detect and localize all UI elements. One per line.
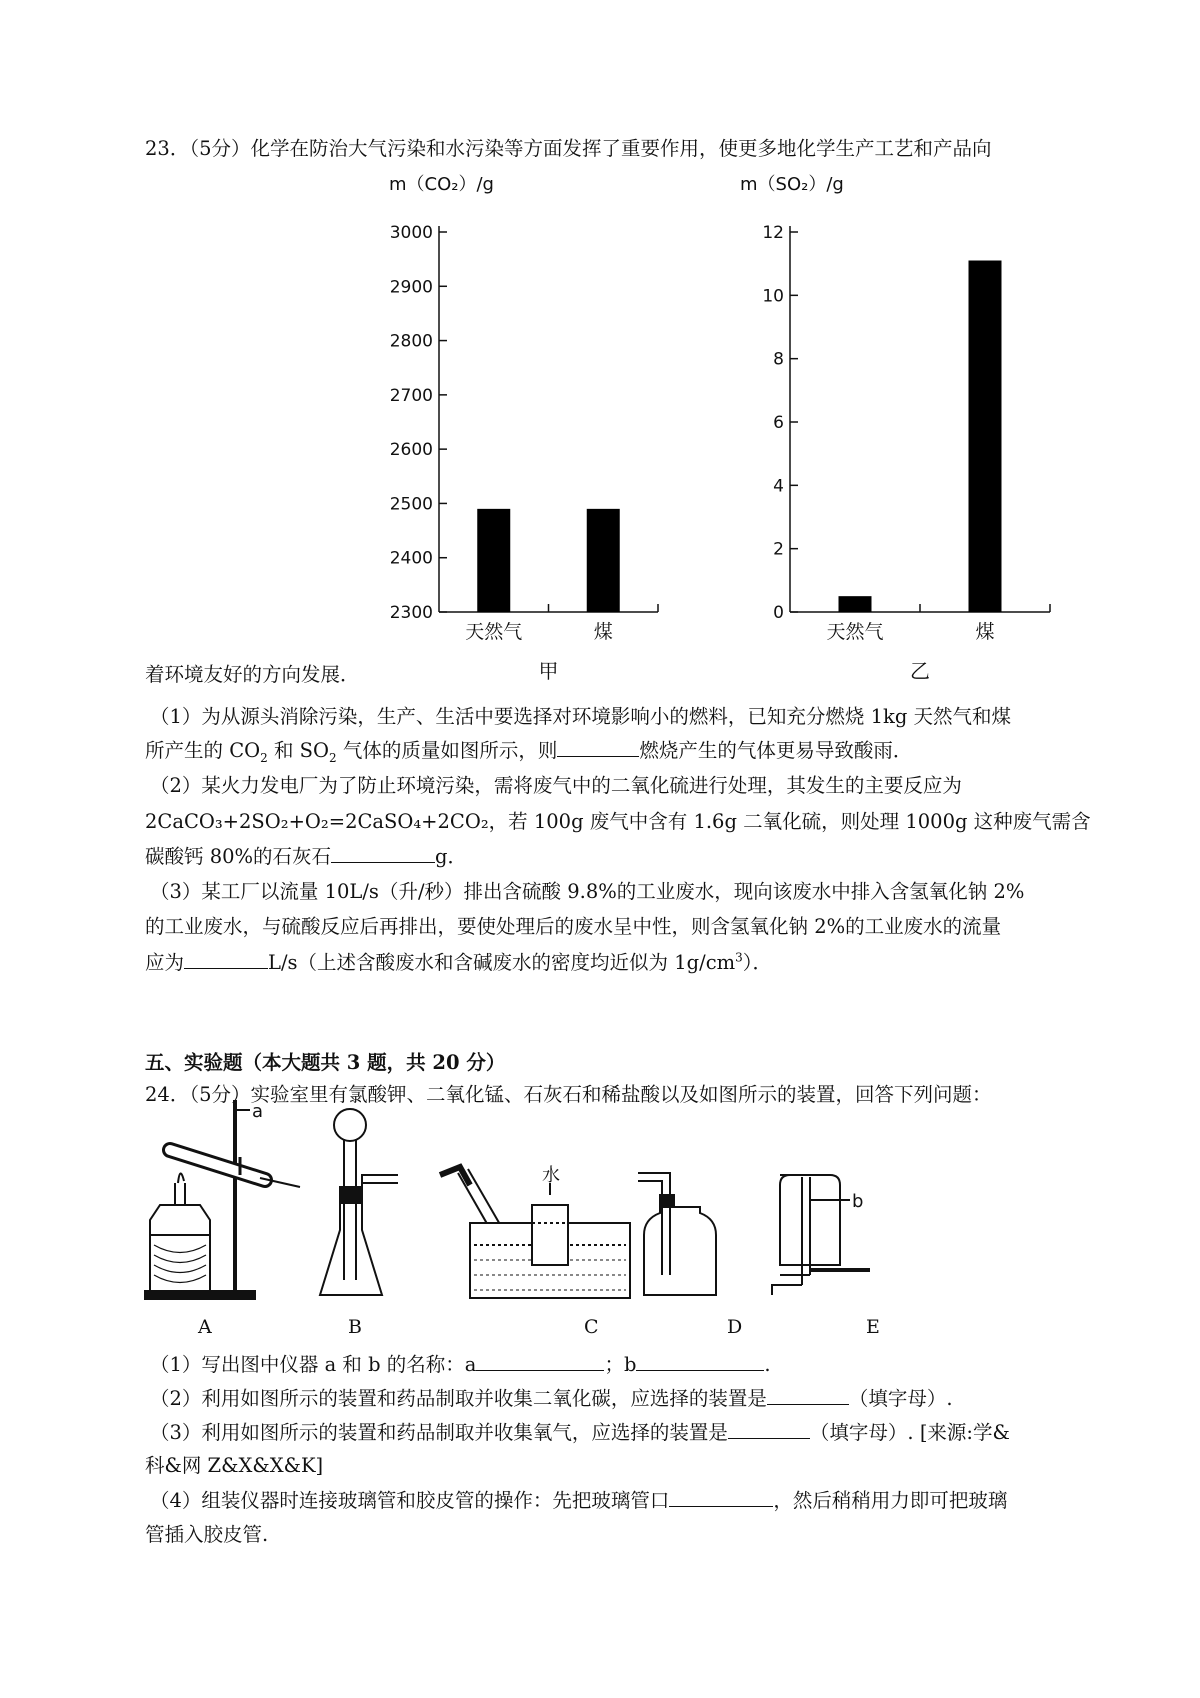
chart2-ytick-label: 12 — [762, 223, 784, 243]
q23-part3-line3: 应为 L/s（上述含酸废水和含碱废水的密度均近似为 $1g/cm^3$）． — [145, 950, 773, 974]
apparatus-label-b: B — [348, 1316, 362, 1338]
q24-part3: （3）利用如图所示的装置和药品制取并收集氧气，应选择的装置是 （填字母）. [来源:学& — [150, 1421, 1010, 1444]
apparatus-label-d: D — [727, 1316, 743, 1338]
q23-part3-line1: （3）某工厂以流量 10L/s（升/秒）排出含硫酸 9.8%的工业废水，现向该废水中排入含氢氧化钠 2% — [150, 880, 1025, 903]
answer-blank-a[interactable] — [476, 1352, 604, 1371]
label-b: b — [852, 1191, 864, 1212]
chart-yi — [700, 170, 1070, 690]
q23-part1-line2: 所产生的 $CO_2$ 和 $SO_2$ 气体的质量如图所示，则 燃烧产生的气体更易导致酸雨． — [145, 739, 913, 765]
label-water: 水 — [542, 1165, 560, 1186]
answer-blank-tube[interactable] — [669, 1488, 773, 1507]
chart1-ytick-label: 2400 — [389, 548, 433, 569]
apparatus-c — [440, 1165, 630, 1298]
answer-blank-b[interactable] — [636, 1352, 764, 1371]
chart1-ytick-label: 3000 — [389, 223, 433, 243]
chart1-ytick-label: 2300 — [389, 603, 433, 623]
chart1-category-label: 天然气 — [465, 621, 523, 643]
chart2-ytick-label: 10 — [762, 286, 784, 307]
chart2-ytick-label: 4 — [773, 476, 784, 497]
apparatus-label-e: E — [866, 1316, 880, 1338]
chart2-ytick-label: 0 — [773, 603, 784, 623]
label-a: a — [252, 1101, 264, 1122]
answer-blank-flow[interactable] — [184, 950, 268, 969]
chart1-ytick-label: 2800 — [389, 331, 433, 352]
q23-intro-cont: 着环境友好的方向发展． — [145, 663, 360, 686]
apparatus-e — [772, 1175, 870, 1295]
q23-part2-line1: （2）某火力发电厂为了防止环境污染，需将废气中的二氧化硫进行处理，其发生的主要反应为 — [150, 774, 962, 797]
chart1-ytick-label: 2600 — [389, 440, 433, 461]
q24-part2: （2）利用如图所示的装置和药品制取并收集二氧化碳，应选择的装置是 （填字母）. — [150, 1387, 953, 1410]
chart1-category-label: 煤 — [593, 621, 613, 643]
answer-blank-limestone[interactable] — [331, 844, 435, 863]
q23-part1-line1: （1）为从源头消除污染，生产、生活中要选择对环境影响小的燃料，已知充分燃烧 1kg 天然气和煤 — [150, 705, 1012, 728]
chart-jia — [350, 170, 680, 690]
chart2-category-label: 天然气 — [826, 621, 884, 643]
chart2-ytick-label: 6 — [773, 413, 784, 433]
chart1-bar — [477, 509, 510, 612]
apparatus-figure — [140, 1095, 1100, 1325]
q24-part3-cont: 科&网 Z&X&X&K] — [145, 1454, 324, 1477]
q23-intro: 23．（5分）化学在防治大气污染和水污染等方面发挥了重要作用，使更多地化学生产工艺和产品向 — [145, 137, 992, 160]
section-title: 五、实验题（本大题共 3 题，共 20 分） — [145, 1051, 506, 1074]
apparatus-d — [638, 1173, 716, 1295]
chart2-ytick-label: 2 — [773, 539, 784, 560]
chart2-ylabel: m（SO₂）/g — [740, 174, 844, 195]
chart2-category-label: 煤 — [975, 621, 995, 643]
chart2-bar — [839, 596, 872, 612]
q23-part2-line3: 碳酸钙 80%的石灰石 g． — [145, 845, 468, 868]
chart1-bar — [587, 509, 620, 612]
q23-part3-line2: 的工业废水，与硫酸反应后再排出，要使处理后的废水呈中性，则含氢氧化钠 2%的工业废水的流量 — [145, 915, 1002, 938]
answer-blank-o2[interactable] — [728, 1420, 810, 1439]
q24-part1: （1）写出图中仪器 a 和 b 的名称：a ；b . — [150, 1353, 771, 1376]
chart1-title: 甲 — [538, 659, 559, 683]
apparatus-label-a: A — [198, 1316, 212, 1338]
q23-part2-line2: 2CaCO₃+2SO₂+O₂=2CaSO₄+2CO₂，若 100g 废气中含有 1.6g 二氧化硫，则处理 1000g 这种废气需含 — [145, 810, 1091, 833]
chart1-ytick-label: 2700 — [389, 385, 433, 406]
apparatus-a — [145, 1100, 300, 1299]
chart1-ytick-label: 2500 — [389, 494, 433, 515]
q24-part4: （4）组装仪器时连接玻璃管和胶皮管的操作：先把玻璃管口 ，然后稍稍用力即可把玻璃 — [150, 1489, 1008, 1512]
chart2-title: 乙 — [910, 659, 930, 683]
q24-intro: 24．（5分）实验室里有氯酸钾、二氧化锰、石灰石和稀盐酸以及如图所示的装置，回答下列问题： — [145, 1083, 992, 1106]
answer-blank-co2[interactable] — [767, 1386, 849, 1405]
chart2-ytick-label: 8 — [773, 349, 784, 370]
chart2-bar — [969, 261, 1002, 613]
chart1-ylabel: m（CO₂）/g — [389, 174, 494, 195]
chart1-ytick-label: 2900 — [389, 277, 433, 298]
reaction-equation: 2CaCO₃+2SO₂+O₂=2CaSO₄+2CO₂ — [145, 810, 489, 833]
apparatus-b — [320, 1109, 398, 1295]
apparatus-label-c: C — [584, 1316, 599, 1338]
q24-part4-cont: 管插入胶皮管. — [145, 1523, 269, 1546]
answer-blank-fuel[interactable] — [557, 738, 639, 757]
